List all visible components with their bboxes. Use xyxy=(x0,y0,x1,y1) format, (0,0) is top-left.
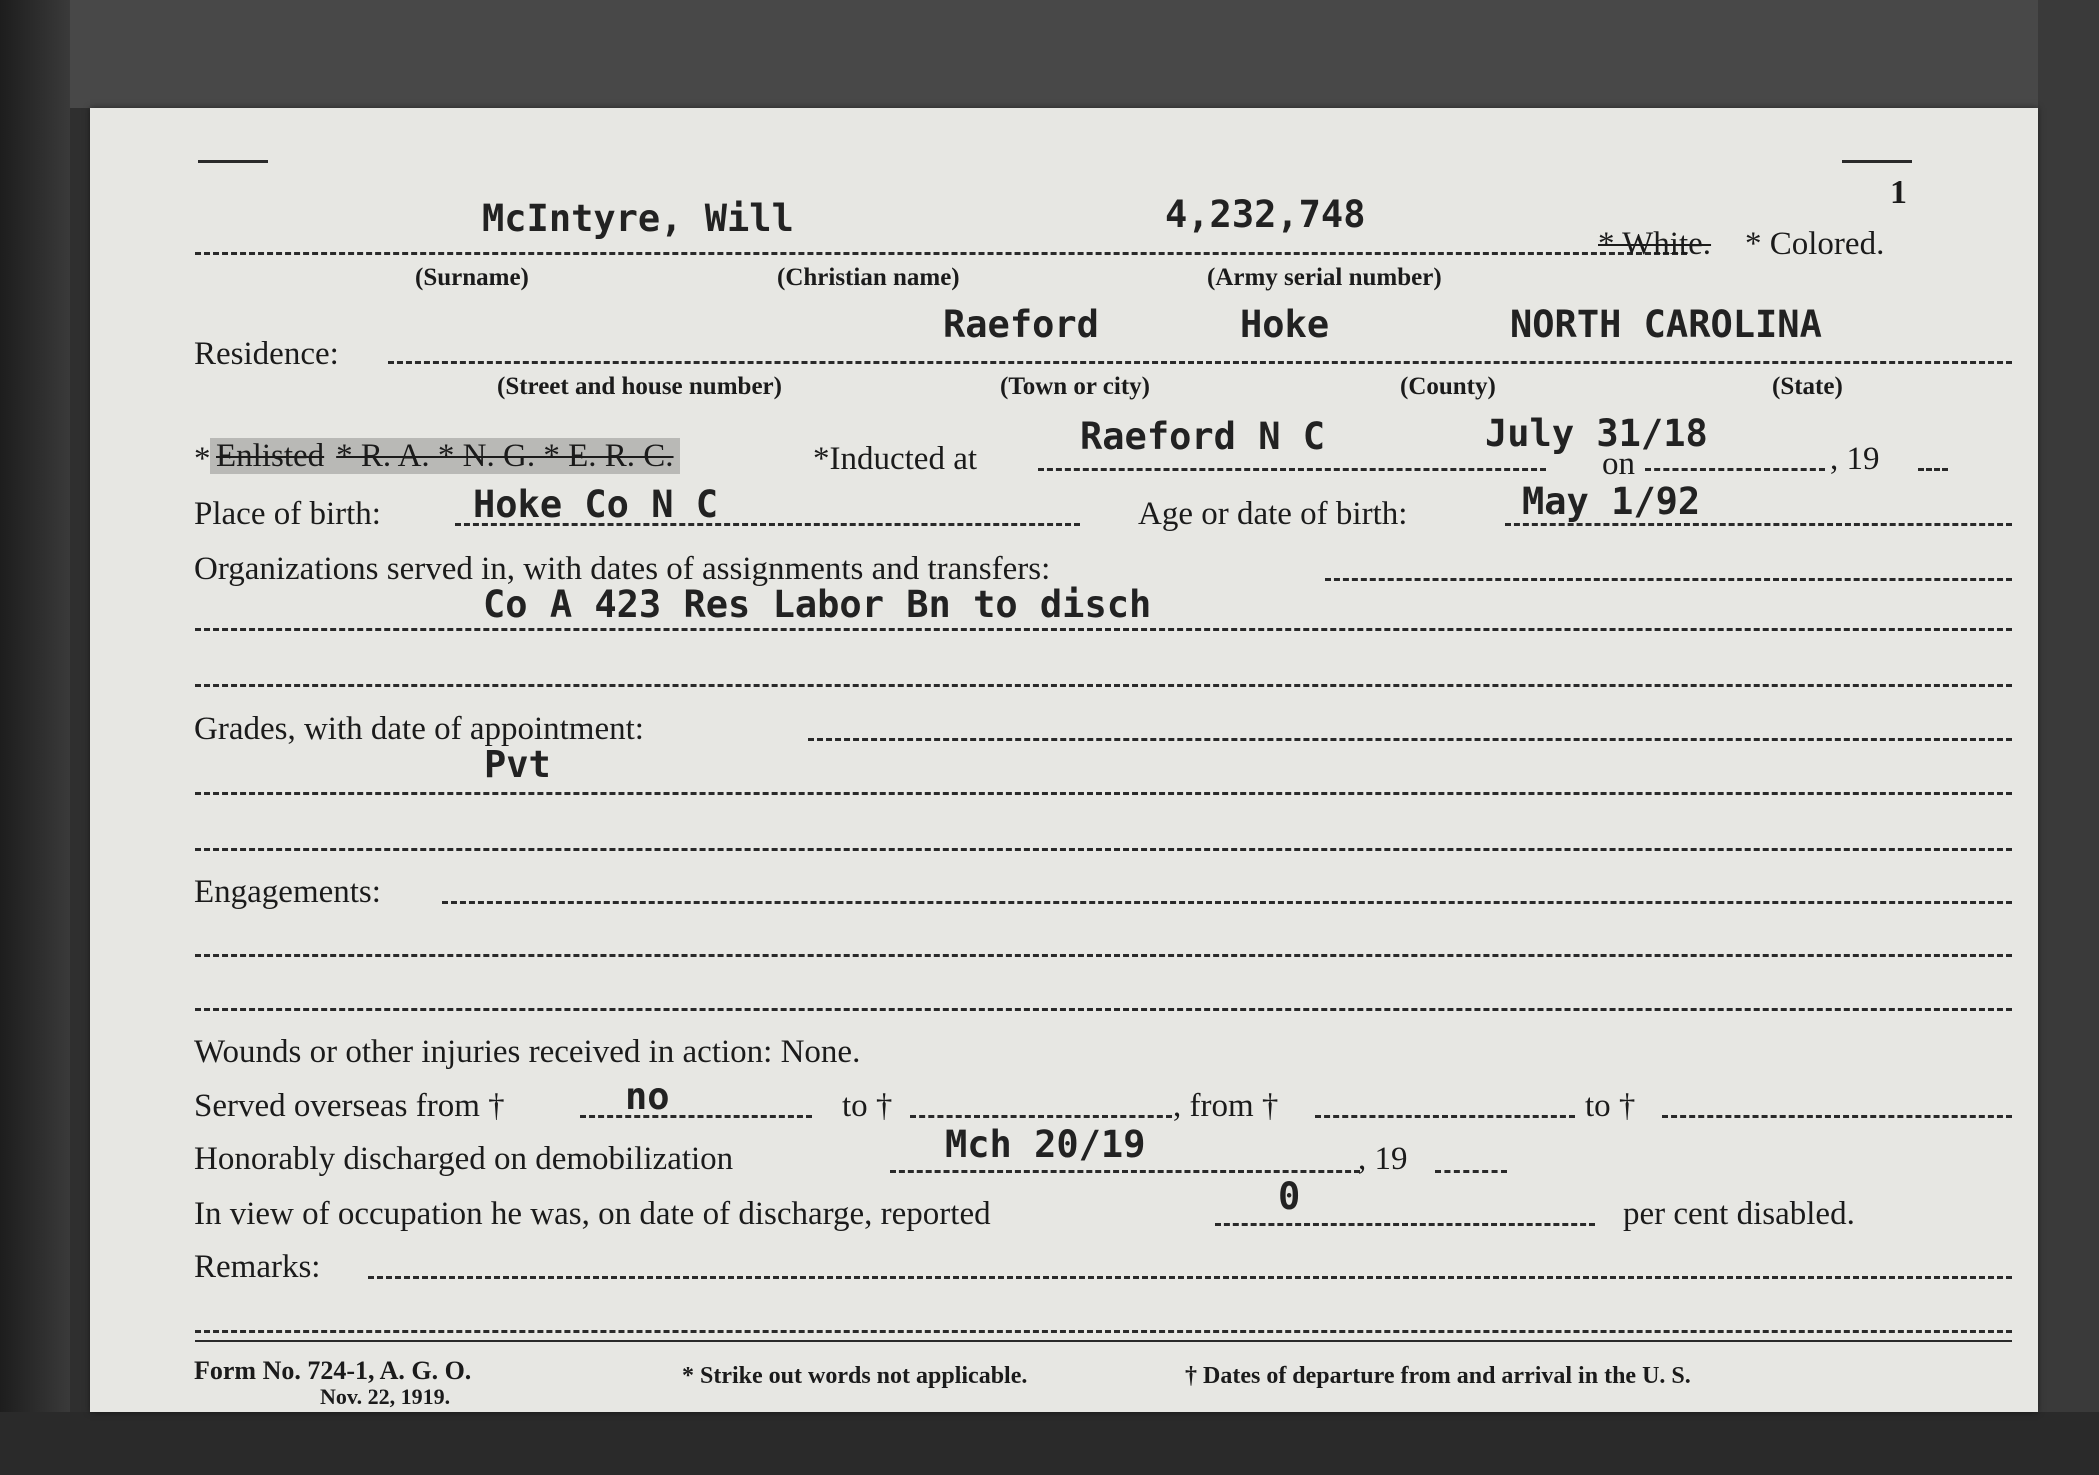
to-label-2: to † xyxy=(1585,1088,1636,1124)
year-prefix: , 19 xyxy=(1830,441,1880,477)
remarks-label: Remarks: xyxy=(194,1249,321,1285)
overseas-to-line xyxy=(910,1115,1172,1118)
date-of-birth-value: May 1/92 xyxy=(1522,480,1701,523)
footnote-dates: † Dates of departure from and arrival in the U. S. xyxy=(1185,1363,1691,1389)
name-line xyxy=(195,252,1687,255)
discharged-label: Honorably discharged on demobilization xyxy=(194,1141,734,1177)
residence-line xyxy=(388,361,2012,364)
surname-label: (Surname) xyxy=(415,264,529,291)
background-left xyxy=(0,0,70,1475)
overseas-to-line-2 xyxy=(1662,1115,2012,1118)
remarks-line-2 xyxy=(195,1330,2012,1333)
form-number: Form No. 724-1, A. G. O. xyxy=(194,1356,472,1385)
year-line xyxy=(1918,468,1948,471)
engagements-line-3 xyxy=(195,1008,2012,1011)
grades-line-1 xyxy=(808,738,2012,741)
street-label: (Street and house number) xyxy=(497,373,782,400)
organizations-line-1 xyxy=(1325,578,2012,581)
grades-value: Pvt xyxy=(484,743,551,786)
corner-mark-left xyxy=(198,160,268,163)
disability-suffix: per cent disabled. xyxy=(1623,1196,1855,1232)
engagements-line-2 xyxy=(195,954,2012,957)
engagements-label: Engagements: xyxy=(194,874,381,910)
remarks-line-1 xyxy=(368,1276,2012,1279)
from-label: , from † xyxy=(1173,1088,1279,1124)
enlisted-prefix: * xyxy=(194,441,211,477)
organizations-label: Organizations served in, with dates of assignments and transfers: xyxy=(194,551,1051,587)
serial-number-value: 4,232,748 xyxy=(1165,193,1366,236)
organizations-value: Co A 423 Res Labor Bn to disch xyxy=(483,583,1152,626)
disability-label: In view of occupation he was, on date of discharge, reported xyxy=(194,1196,991,1232)
wounds-label: Wounds or other injuries received in action: None. xyxy=(194,1034,861,1070)
state-label: (State) xyxy=(1772,373,1843,400)
place-of-birth-line xyxy=(455,523,1080,526)
grades-line-2 xyxy=(195,792,2012,795)
christian-name-label: (Christian name) xyxy=(777,264,960,291)
overseas-from-line xyxy=(580,1115,812,1118)
overseas-label: Served overseas from † xyxy=(194,1088,505,1124)
organizations-line-2 xyxy=(195,628,2012,631)
background-right xyxy=(2038,0,2099,1475)
inducted-label: *Inducted at xyxy=(813,441,978,477)
place-of-birth-label: Place of birth: xyxy=(194,496,381,532)
inducted-date-line xyxy=(1645,468,1825,471)
discharged-year: , 19 xyxy=(1358,1141,1408,1177)
background-top xyxy=(0,0,2099,108)
background-bottom xyxy=(0,1412,2099,1475)
inducted-at-value: Raeford N C xyxy=(1080,415,1326,458)
serial-number-label: (Army serial number) xyxy=(1207,264,1442,291)
residence-county-value: Hoke xyxy=(1240,303,1330,346)
inducted-date-value: July 31/18 xyxy=(1485,412,1708,455)
overseas-from-line-2 xyxy=(1315,1115,1575,1118)
residence-town-value: Raeford xyxy=(943,303,1099,346)
on-label: on xyxy=(1602,446,1635,482)
residence-label: Residence: xyxy=(194,336,339,372)
race-white-option: * White. xyxy=(1598,226,1712,262)
service-record-card xyxy=(90,108,2038,1412)
disability-value: 0 xyxy=(1278,1175,1301,1218)
age-label: Age or date of birth: xyxy=(1138,496,1408,532)
county-label: (County) xyxy=(1400,373,1496,400)
date-of-birth-line xyxy=(1505,523,2012,526)
card-number: 1 xyxy=(1890,174,1907,211)
surname-name-value: McIntyre, Will xyxy=(482,197,794,240)
race-colored-option: * Colored. xyxy=(1745,226,1885,262)
form-date: Nov. 22, 1919. xyxy=(320,1384,451,1409)
place-of-birth-value: Hoke Co N C xyxy=(473,483,719,526)
residence-state-value: NORTH CAROLINA xyxy=(1510,303,1822,346)
discharged-date-value: Mch 20/19 xyxy=(945,1123,1146,1166)
overseas-from-value: no xyxy=(625,1075,670,1118)
town-label: (Town or city) xyxy=(1000,373,1150,400)
footnote-strike: * Strike out words not applicable. xyxy=(682,1363,1028,1389)
enlisted-options: Enlisted * R. A. * N. G. * E. R. C. xyxy=(210,440,680,473)
inducted-at-line xyxy=(1038,468,1546,471)
corner-mark-right xyxy=(1842,160,1912,163)
discharged-date-line xyxy=(890,1170,1360,1173)
engagements-line-1 xyxy=(442,901,2012,904)
grades-label: Grades, with date of appointment: xyxy=(194,711,644,747)
to-label: to † xyxy=(842,1088,893,1124)
disability-line xyxy=(1215,1223,1595,1226)
discharged-year-line xyxy=(1435,1170,1507,1173)
organizations-line-3 xyxy=(195,684,2012,687)
grades-line-3 xyxy=(195,848,2012,851)
footer-rule xyxy=(195,1340,2012,1342)
